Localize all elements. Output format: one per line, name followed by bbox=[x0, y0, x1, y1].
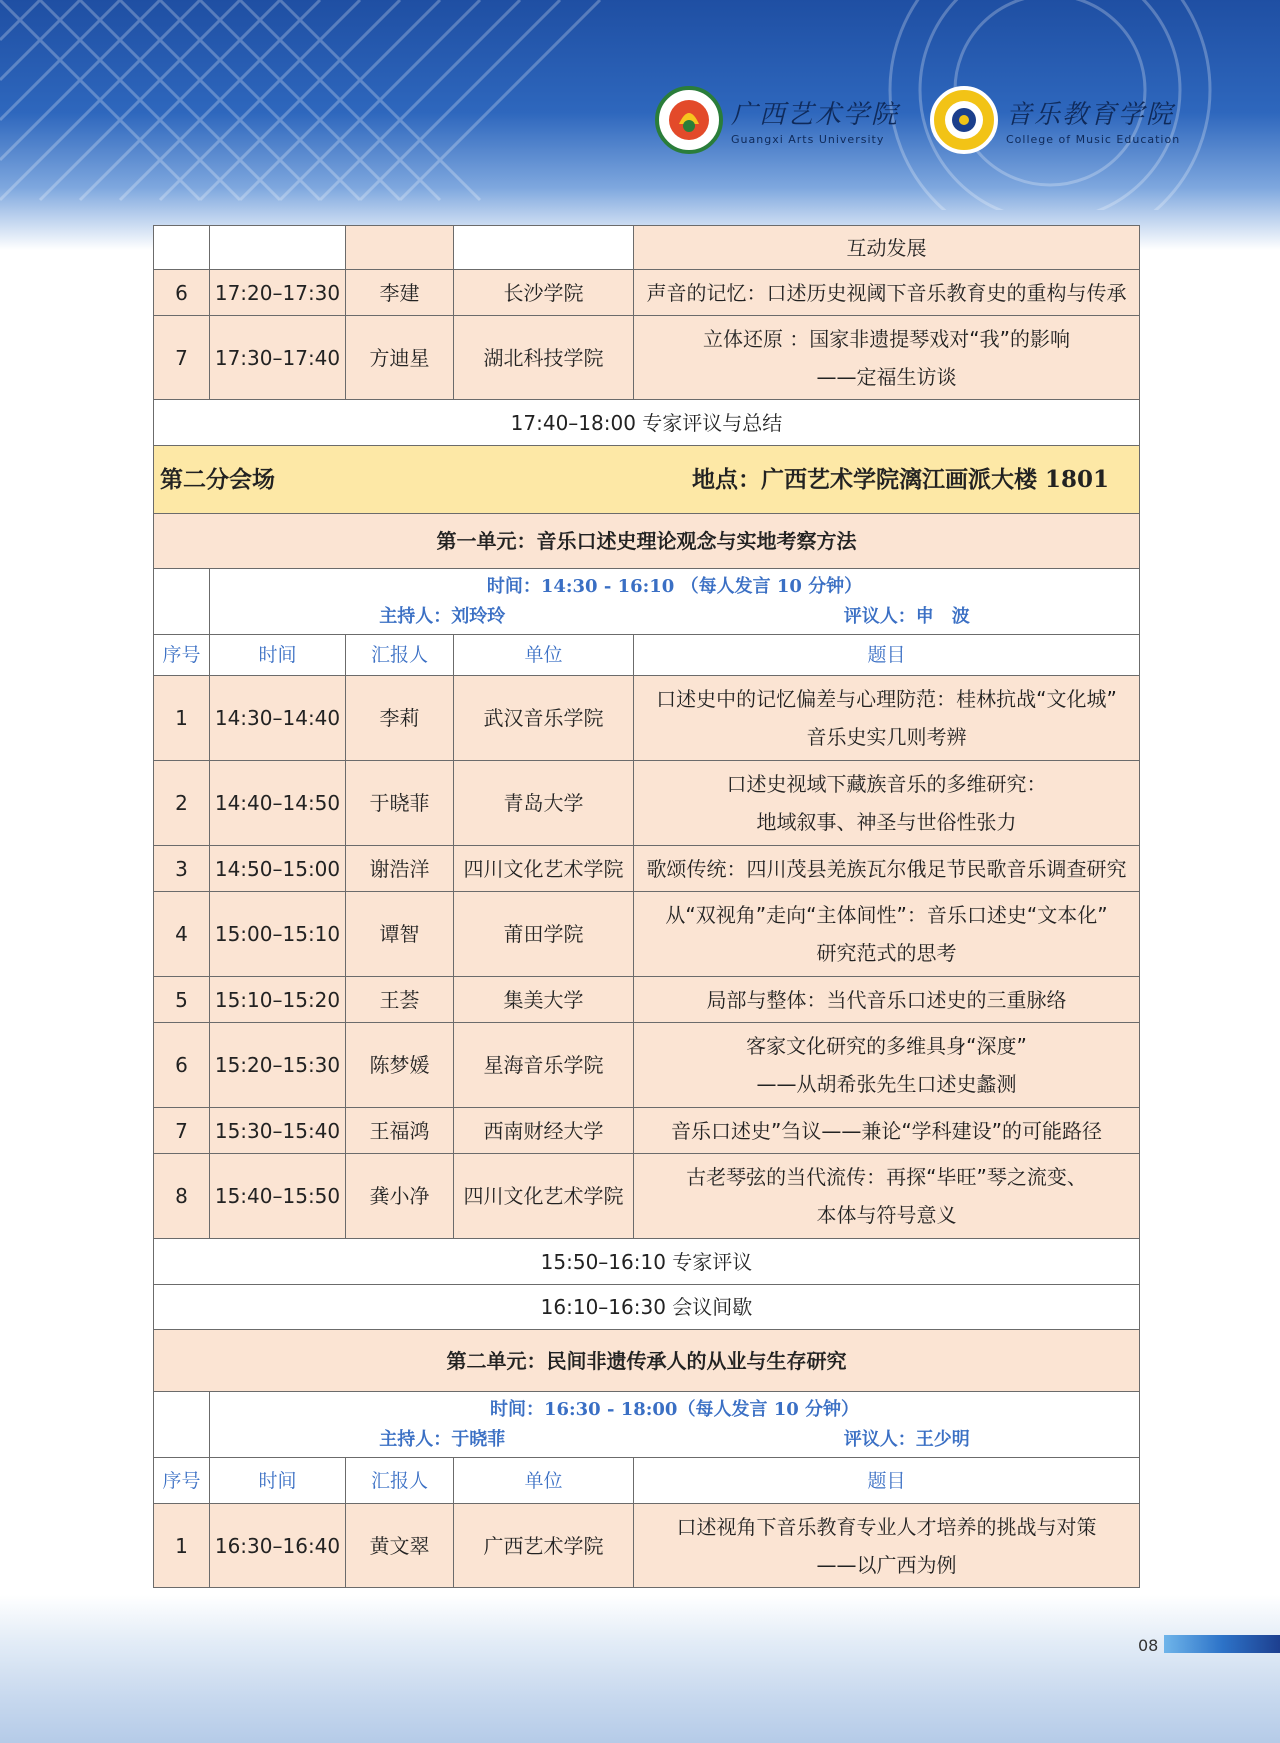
cell-unit: 长沙学院 bbox=[454, 270, 634, 315]
cell-reporter: 黄文翠 bbox=[346, 1504, 454, 1587]
cell-no: 8 bbox=[154, 1154, 210, 1238]
unit2-host: 主持人：于晓菲 bbox=[379, 1428, 506, 1450]
header-title: 题目 bbox=[867, 644, 906, 666]
cme-logo bbox=[930, 86, 1180, 154]
title-line: 互动发展 bbox=[846, 235, 927, 260]
cell-reporter: 李莉 bbox=[346, 676, 454, 760]
cell-unit: 青岛大学 bbox=[454, 761, 634, 845]
page-number-bar bbox=[1164, 1635, 1280, 1653]
table-row bbox=[153, 1108, 1140, 1154]
title-line: 音乐史实几则考辨 bbox=[806, 725, 967, 749]
header-time: 时间 bbox=[210, 635, 346, 675]
cell-title bbox=[634, 1023, 1139, 1107]
unit1-time: 时间：14:30 - 16:10 （每人发言 10 分钟） bbox=[486, 575, 863, 597]
title-line: ——以广西为例 bbox=[816, 1552, 957, 1577]
venue-name: 第二分会场 bbox=[160, 465, 275, 493]
cell-reporter: 李建 bbox=[346, 270, 454, 315]
header-no: 序号 bbox=[154, 635, 210, 675]
venue-location: 地点：广西艺术学院漓江画派大楼 1801 bbox=[691, 465, 1109, 493]
column-header-row bbox=[153, 1458, 1140, 1504]
cell-no: 4 bbox=[154, 892, 210, 976]
cell-unit: 武汉音乐学院 bbox=[454, 676, 634, 760]
cell-no: 1 bbox=[154, 676, 210, 760]
unit-title-row bbox=[153, 514, 1140, 569]
cell-title bbox=[634, 226, 1139, 269]
break-text: 15:50–16:10 专家评议 bbox=[540, 1249, 753, 1274]
title-line: ——从胡希张先生口述史蠡测 bbox=[756, 1072, 1017, 1096]
title-line: 从“双视角”走向“主体间性”：音乐口述史“文本化” bbox=[665, 903, 1108, 927]
cme-emblem-icon bbox=[930, 86, 998, 154]
break-row bbox=[153, 1285, 1140, 1330]
cell-unit: 西南财经大学 bbox=[454, 1108, 634, 1153]
cell-unit: 集美大学 bbox=[454, 977, 634, 1022]
gau-name-cn: 广西艺术学院 bbox=[731, 100, 900, 130]
table-row bbox=[153, 270, 1140, 316]
cell-time: 14:30–14:40 bbox=[210, 676, 346, 760]
cell-no: 3 bbox=[154, 846, 210, 891]
footer-band bbox=[0, 1595, 1280, 1743]
column-header-row bbox=[153, 635, 1140, 676]
cell-reporter: 龚小净 bbox=[346, 1154, 454, 1238]
cell-title bbox=[634, 846, 1139, 891]
cell-no: 5 bbox=[154, 977, 210, 1022]
cell-unit: 四川文化艺术学院 bbox=[454, 846, 634, 891]
title-line: ——定福生访谈 bbox=[816, 364, 957, 389]
cell-no: 1 bbox=[154, 1504, 210, 1587]
table-row bbox=[153, 1504, 1140, 1588]
venue-row bbox=[153, 446, 1140, 514]
unit1-host: 主持人：刘玲玲 bbox=[379, 605, 506, 627]
unit1-reviewer: 评议人：申 波 bbox=[843, 605, 970, 627]
header-reporter: 汇报人 bbox=[346, 1458, 454, 1503]
cme-name-en: College of Music Education bbox=[1006, 133, 1181, 146]
title-line: 客家文化研究的多维具身“深度” bbox=[746, 1034, 1027, 1058]
cell-title bbox=[634, 1504, 1139, 1587]
cell-title bbox=[634, 977, 1139, 1022]
title-line: 研究范式的思考 bbox=[816, 941, 957, 965]
table-row bbox=[153, 1154, 1140, 1239]
title-line: 局部与整体：当代音乐口述史的三重脉络 bbox=[706, 987, 1067, 1012]
cell-title bbox=[634, 270, 1139, 315]
cell-title bbox=[634, 1108, 1139, 1153]
header-no: 序号 bbox=[154, 1458, 210, 1503]
title-line: 音乐口述史”刍议——兼论“学科建设”的可能路径 bbox=[670, 1118, 1103, 1143]
header-unit: 单位 bbox=[454, 1458, 634, 1503]
cme-name-cn: 音乐教育学院 bbox=[1006, 100, 1175, 130]
cell-title bbox=[634, 1154, 1139, 1238]
title-line: 立体还原 ：国家非遗提琴戏对“我”的影响 bbox=[702, 326, 1071, 351]
cell-no: 2 bbox=[154, 761, 210, 845]
unit-meta-row bbox=[153, 1392, 1140, 1458]
cell-time: 17:30–17:40 bbox=[210, 316, 346, 399]
cell-time bbox=[210, 226, 346, 269]
cell-time: 15:00–15:10 bbox=[210, 892, 346, 976]
table-row bbox=[153, 761, 1140, 846]
cell-title bbox=[634, 316, 1139, 399]
cell-no: 7 bbox=[154, 1108, 210, 1153]
cell-time: 14:40–14:50 bbox=[210, 761, 346, 845]
cell-time: 15:10–15:20 bbox=[210, 977, 346, 1022]
cell-time: 14:50–15:00 bbox=[210, 846, 346, 891]
table-row bbox=[153, 225, 1140, 270]
cell-unit: 莆田学院 bbox=[454, 892, 634, 976]
cell-title bbox=[634, 761, 1139, 845]
unit1-title: 第一单元：音乐口述史理论观念与实地考察方法 bbox=[436, 529, 857, 553]
unit2-time: 时间：16:30 - 18:00（每人发言 10 分钟） bbox=[489, 1398, 860, 1420]
gau-emblem-icon bbox=[655, 86, 723, 154]
title-line: 歌颂传统：四川茂县羌族瓦尔俄足节民歌音乐调查研究 bbox=[646, 856, 1127, 881]
table-row bbox=[153, 977, 1140, 1023]
cell-reporter: 谭智 bbox=[346, 892, 454, 976]
table-row bbox=[153, 892, 1140, 977]
title-line: 口述史中的记忆偏差与心理防范：桂林抗战“文化城” bbox=[656, 687, 1117, 711]
unit-meta-row bbox=[153, 569, 1140, 635]
cell-reporter: 王荟 bbox=[346, 977, 454, 1022]
gau-name-en: Guangxi Arts University bbox=[731, 133, 885, 146]
cell-unit: 四川文化艺术学院 bbox=[454, 1154, 634, 1238]
cell-time: 16:30–16:40 bbox=[210, 1504, 346, 1587]
cell-no: 6 bbox=[154, 1023, 210, 1107]
cell-reporter bbox=[346, 226, 454, 269]
cell-reporter: 谢浩洋 bbox=[346, 846, 454, 891]
cell-reporter: 王福鸿 bbox=[346, 1108, 454, 1153]
gau-logo bbox=[655, 86, 899, 154]
break-row bbox=[153, 400, 1140, 446]
table-row bbox=[153, 316, 1140, 400]
break-text: 17:40–18:00 专家评议与总结 bbox=[510, 410, 783, 435]
break-text: 16:10–16:30 会议间歇 bbox=[540, 1295, 753, 1319]
cell-reporter: 方迪星 bbox=[346, 316, 454, 399]
table-row bbox=[153, 1023, 1140, 1108]
title-line: 声音的记忆：口述历史视阈下音乐教育史的重构与传承 bbox=[646, 280, 1127, 305]
break-row bbox=[153, 1239, 1140, 1285]
cell-time: 15:20–15:30 bbox=[210, 1023, 346, 1107]
header-unit: 单位 bbox=[454, 635, 634, 675]
cell-reporter: 于晓菲 bbox=[346, 761, 454, 845]
title-line: 古老琴弦的当代流传：再探“毕旺”琴之流变、 bbox=[686, 1165, 1087, 1189]
schedule-table bbox=[153, 225, 1140, 1588]
cell-time: 15:30–15:40 bbox=[210, 1108, 346, 1153]
title-line: 口述视角下音乐教育专业人才培养的挑战与对策 bbox=[676, 1514, 1097, 1539]
cell-unit: 湖北科技学院 bbox=[454, 316, 634, 399]
title-line: 口述史视域下藏族音乐的多维研究： bbox=[726, 772, 1047, 796]
unit2-reviewer: 评议人：王少明 bbox=[843, 1428, 970, 1450]
cell-time: 15:40–15:50 bbox=[210, 1154, 346, 1238]
title-line: 本体与符号意义 bbox=[816, 1203, 957, 1227]
cell-reporter: 陈梦媛 bbox=[346, 1023, 454, 1107]
page-number: 08 bbox=[1138, 1636, 1159, 1655]
cell-unit: 广西艺术学院 bbox=[454, 1504, 634, 1587]
cell-no: 7 bbox=[154, 316, 210, 399]
header-time: 时间 bbox=[210, 1458, 346, 1503]
cell-no bbox=[154, 226, 210, 269]
table-row bbox=[153, 676, 1140, 761]
table-row bbox=[153, 846, 1140, 892]
cell-time: 17:20–17:30 bbox=[210, 270, 346, 315]
title-line: 地域叙事、神圣与世俗性张力 bbox=[756, 810, 1017, 834]
unit2-title: 第二单元：民间非遗传承人的从业与生存研究 bbox=[446, 1348, 847, 1373]
header-reporter: 汇报人 bbox=[346, 635, 454, 675]
cell-no: 6 bbox=[154, 270, 210, 315]
header-title: 题目 bbox=[867, 1469, 906, 1492]
cell-unit bbox=[454, 226, 634, 269]
cell-title bbox=[634, 892, 1139, 976]
cell-title bbox=[634, 676, 1139, 760]
unit-title-row bbox=[153, 1330, 1140, 1392]
header-banner bbox=[0, 0, 1280, 250]
cell-unit: 星海音乐学院 bbox=[454, 1023, 634, 1107]
